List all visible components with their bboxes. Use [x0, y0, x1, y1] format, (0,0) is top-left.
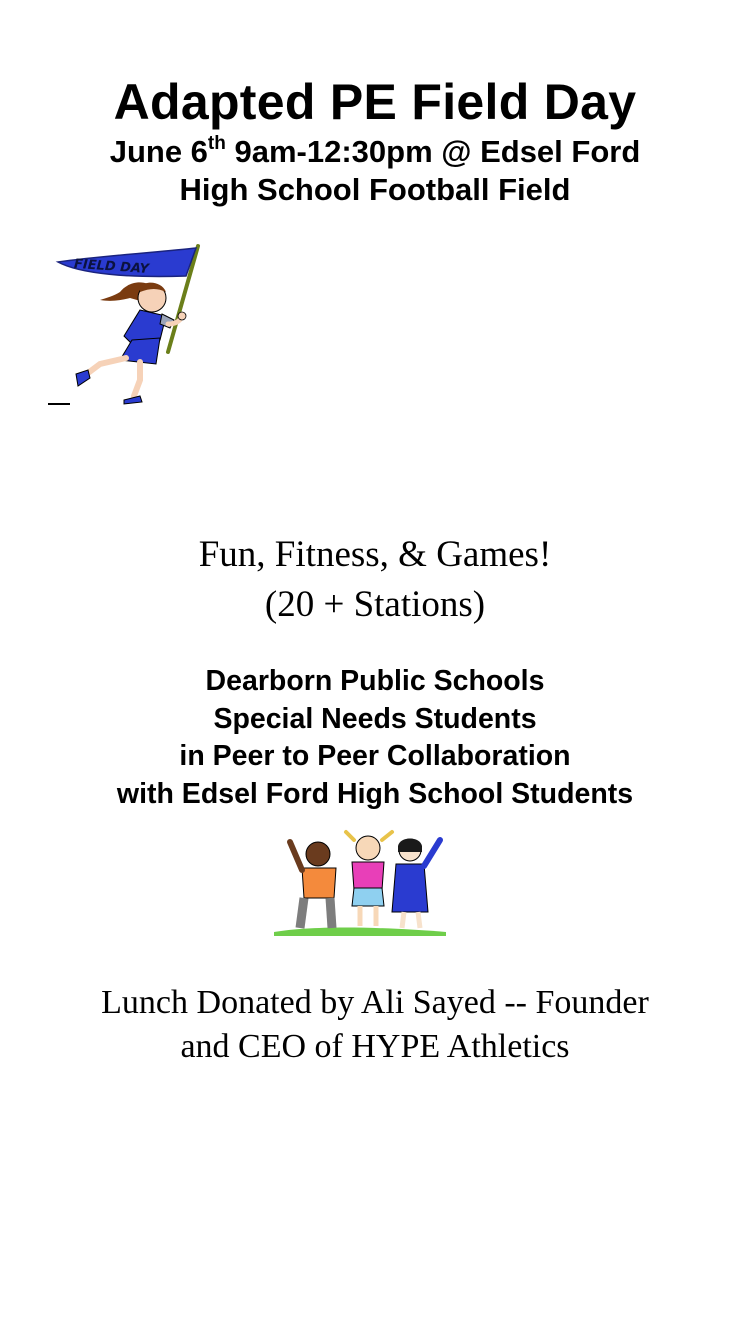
event-date-suffix: th [207, 133, 226, 154]
event-location: High School Football Field [179, 172, 571, 207]
sponsor-line-1: Lunch Donated by Ali Sayed -- Founder [101, 984, 649, 1021]
activities-line-2: (20 + Stations) [264, 584, 486, 625]
sponsor-line-2: and CEO of HYPE Athletics [180, 1028, 570, 1065]
program-line-3: in Peer to Peer Collaboration [179, 740, 571, 772]
program-line-4: with Edsel Ford High School Students [116, 777, 634, 810]
event-date: June 6 [109, 134, 208, 169]
lunch-sponsor-text [0, 981, 750, 1069]
program-line-1: Dearborn Public Schools [205, 665, 545, 697]
three-children-waving-icon [270, 828, 450, 940]
program-line-2: Special Needs Students [213, 702, 537, 735]
program-description [0, 663, 750, 813]
page-title: Adapted PE Field Day [113, 74, 637, 130]
event-time-venue: 9am-12:30pm @ Edsel Ford [225, 134, 641, 169]
field-day-flag-girl-icon [40, 240, 210, 410]
event-date-time [0, 133, 750, 171]
event-details [0, 133, 750, 209]
activities-line-1: Fun, Fitness, & Games! [198, 534, 552, 575]
flag-banner-text: FIELD DAY [73, 256, 150, 277]
activities-text [0, 530, 750, 630]
